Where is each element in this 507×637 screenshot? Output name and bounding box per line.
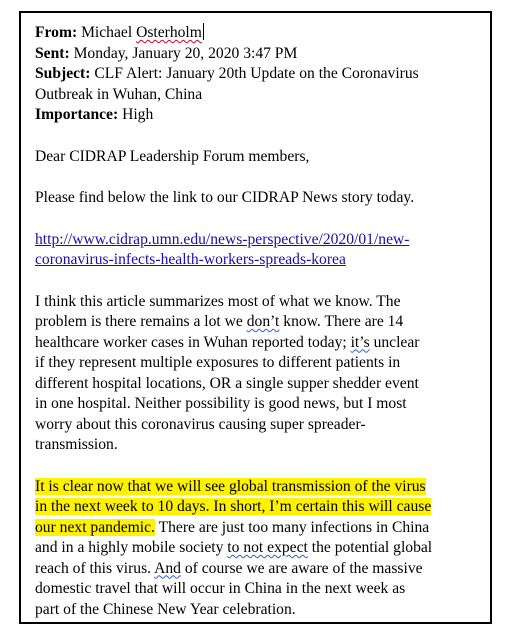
email-content [35, 23, 485, 620]
p1-flagged-word: don’t [246, 313, 280, 330]
p2-line [35, 477, 485, 498]
from-line [35, 23, 485, 44]
sent-line [35, 44, 485, 65]
p2-highlighted-text: our next pandemic. [35, 518, 155, 536]
sent-value: Monday, January 20, 2020 3:47 PM [73, 44, 298, 62]
p1-text: unclear [369, 333, 420, 351]
from-label: From: [35, 24, 78, 41]
importance-label: Importance: [35, 106, 119, 123]
p2-text: the potential global [307, 539, 433, 556]
article-link-line1[interactable] [35, 230, 485, 251]
from-first-name: Michael [81, 24, 137, 41]
p2-highlighted-text: in the next week to 10 days. In short, I’m certain this will cause [35, 498, 432, 515]
p1-line: transmission. [35, 436, 118, 453]
p1-line [35, 312, 485, 333]
article-link-line2[interactable] [35, 250, 485, 271]
p2-flagged-phrase: to not expect [227, 539, 308, 556]
p2-line [35, 538, 485, 559]
p2-text: reach of this virus. [35, 559, 155, 577]
p2-flagged-word: And [154, 559, 181, 577]
subject-line [35, 64, 485, 85]
spacer [35, 126, 485, 147]
p1-text: healthcare worker cases in Wuhan reported today; [35, 333, 351, 351]
p1-line: if they represent multiple exposures to different patients in [35, 354, 401, 371]
subject-label: Subject: [35, 65, 91, 82]
p2-line: part of the Chinese New Year celebration. [35, 600, 296, 618]
text-cursor [203, 23, 204, 40]
p2-line: domestic travel that will occur in China in the next week as [35, 580, 406, 597]
subject-line-2 [35, 85, 485, 106]
p2-line [35, 518, 485, 539]
spacer [35, 209, 485, 230]
greeting: Dear CIDRAP Leadership Forum members, [35, 147, 310, 165]
p1-line: in one hospital. Neither possibility is good news, but I most [35, 395, 407, 412]
p1-line: worry about this coronavirus causing super spreader- [35, 415, 366, 433]
p1-line: different hospital locations, OR a single supper shedder event [35, 374, 419, 392]
p1-line: I think this article summarizes most of what we know. The [35, 292, 401, 310]
sent-label: Sent: [35, 44, 70, 62]
p2-text: of course we are aware of the massive [180, 559, 423, 577]
p1-text: problem is there remains a lot we [35, 313, 247, 330]
spacer [35, 456, 485, 477]
spacer [35, 167, 485, 188]
from-last-name: Osterholm [136, 24, 202, 41]
article-link-part1[interactable]: http://www.cidrap.umn.edu/news-perspective/2020/01/new- [35, 230, 410, 248]
article-link-part2[interactable]: coronavirus-infects-health-workers-spreads-korea [35, 251, 346, 268]
intro-text: Please find below the link to our CIDRAP News story today. [35, 189, 415, 206]
p2-highlighted-text: It is clear now that we will see global transmission of the virus [35, 477, 426, 495]
p2-line [35, 497, 485, 518]
spacer [35, 271, 485, 292]
p1-text: know. There are 14 [279, 313, 404, 330]
subject-value-line1: CLF Alert: January 20th Update on the Coronavirus [94, 65, 419, 82]
subject-value-line2: Outbreak in Wuhan, China [35, 85, 203, 103]
p2-text: There are just too many infections in China [154, 518, 430, 536]
p2-text: and in a highly mobile society [35, 539, 228, 556]
p2-line [35, 559, 485, 580]
p1-flagged-word: it’s [350, 333, 370, 351]
importance-line [35, 105, 485, 126]
importance-value: High [122, 106, 154, 123]
email-document-frame [19, 11, 492, 624]
p1-line [35, 333, 485, 354]
